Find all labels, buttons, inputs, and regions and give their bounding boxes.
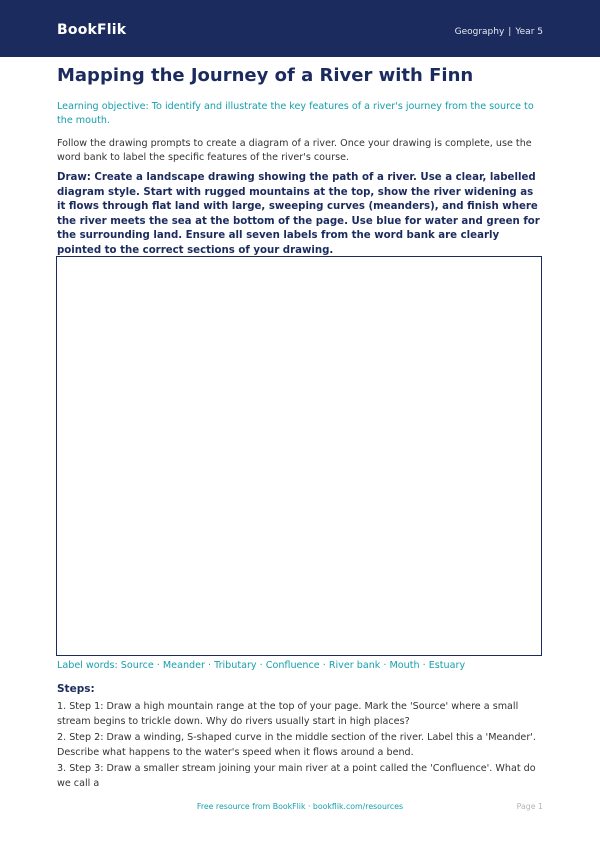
step-item-3: 3. Step 3: Draw a smaller stream joining your main river at a point called the 'Confluence'. What do we call a <box>57 763 536 789</box>
steps-list <box>57 700 543 789</box>
step-item-1: 1. Step 1: Draw a high mountain range at the top of your page. Mark the 'Source' where a small stream begins to trickle down. Why do rivers usually start in high places? <box>57 701 519 727</box>
page-number: Page 1 <box>516 802 543 811</box>
steps-heading: Steps: <box>57 683 95 695</box>
subject-year-label <box>455 27 543 37</box>
learning-objective: Learning objective: To identify and illustrate the key features of a river's journey from the source to the mouth. <box>57 101 534 126</box>
year-label: Year 5 <box>515 27 543 37</box>
word-bank: Label words: Source · Meander · Tributary · Confluence · River bank · Mouth · Estuary <box>57 660 466 671</box>
drawing-area[interactable] <box>56 256 542 656</box>
brand-logo: BookFlik <box>57 22 127 38</box>
header-bar <box>0 0 600 57</box>
step-item-2: 2. Step 2: Draw a winding, S-shaped curve in the middle section of the river. Label this a 'Meander'. Describe what happens to the water's speed when it flows around a bend. <box>57 732 536 758</box>
subject-label: Geography <box>454 27 505 37</box>
footer-resource-link[interactable]: Free resource from BookFlik · bookflik.com/resources <box>196 802 404 811</box>
meta-separator: | <box>508 27 512 37</box>
draw-prompt: Draw: Create a landscape drawing showing the path of a river. Use a clear, labelled diagram style. Start with rugged mountains at the top, show the river widening as it flows through flat land with large, sweeping curves (meanders), and finish where the river meets the sea at the bottom of the page. Use blue for water and green for the surrounding land. Ensure all seven labels from the word bank are clearly pointed to the correct sections of your drawing. <box>57 172 540 256</box>
intro-text: Follow the drawing prompts to create a diagram of a river. Once your drawing is complete, use the word bank to label the specific features of the river's course. <box>57 138 532 163</box>
page-title: Mapping the Journey of a River with Finn <box>57 65 474 86</box>
